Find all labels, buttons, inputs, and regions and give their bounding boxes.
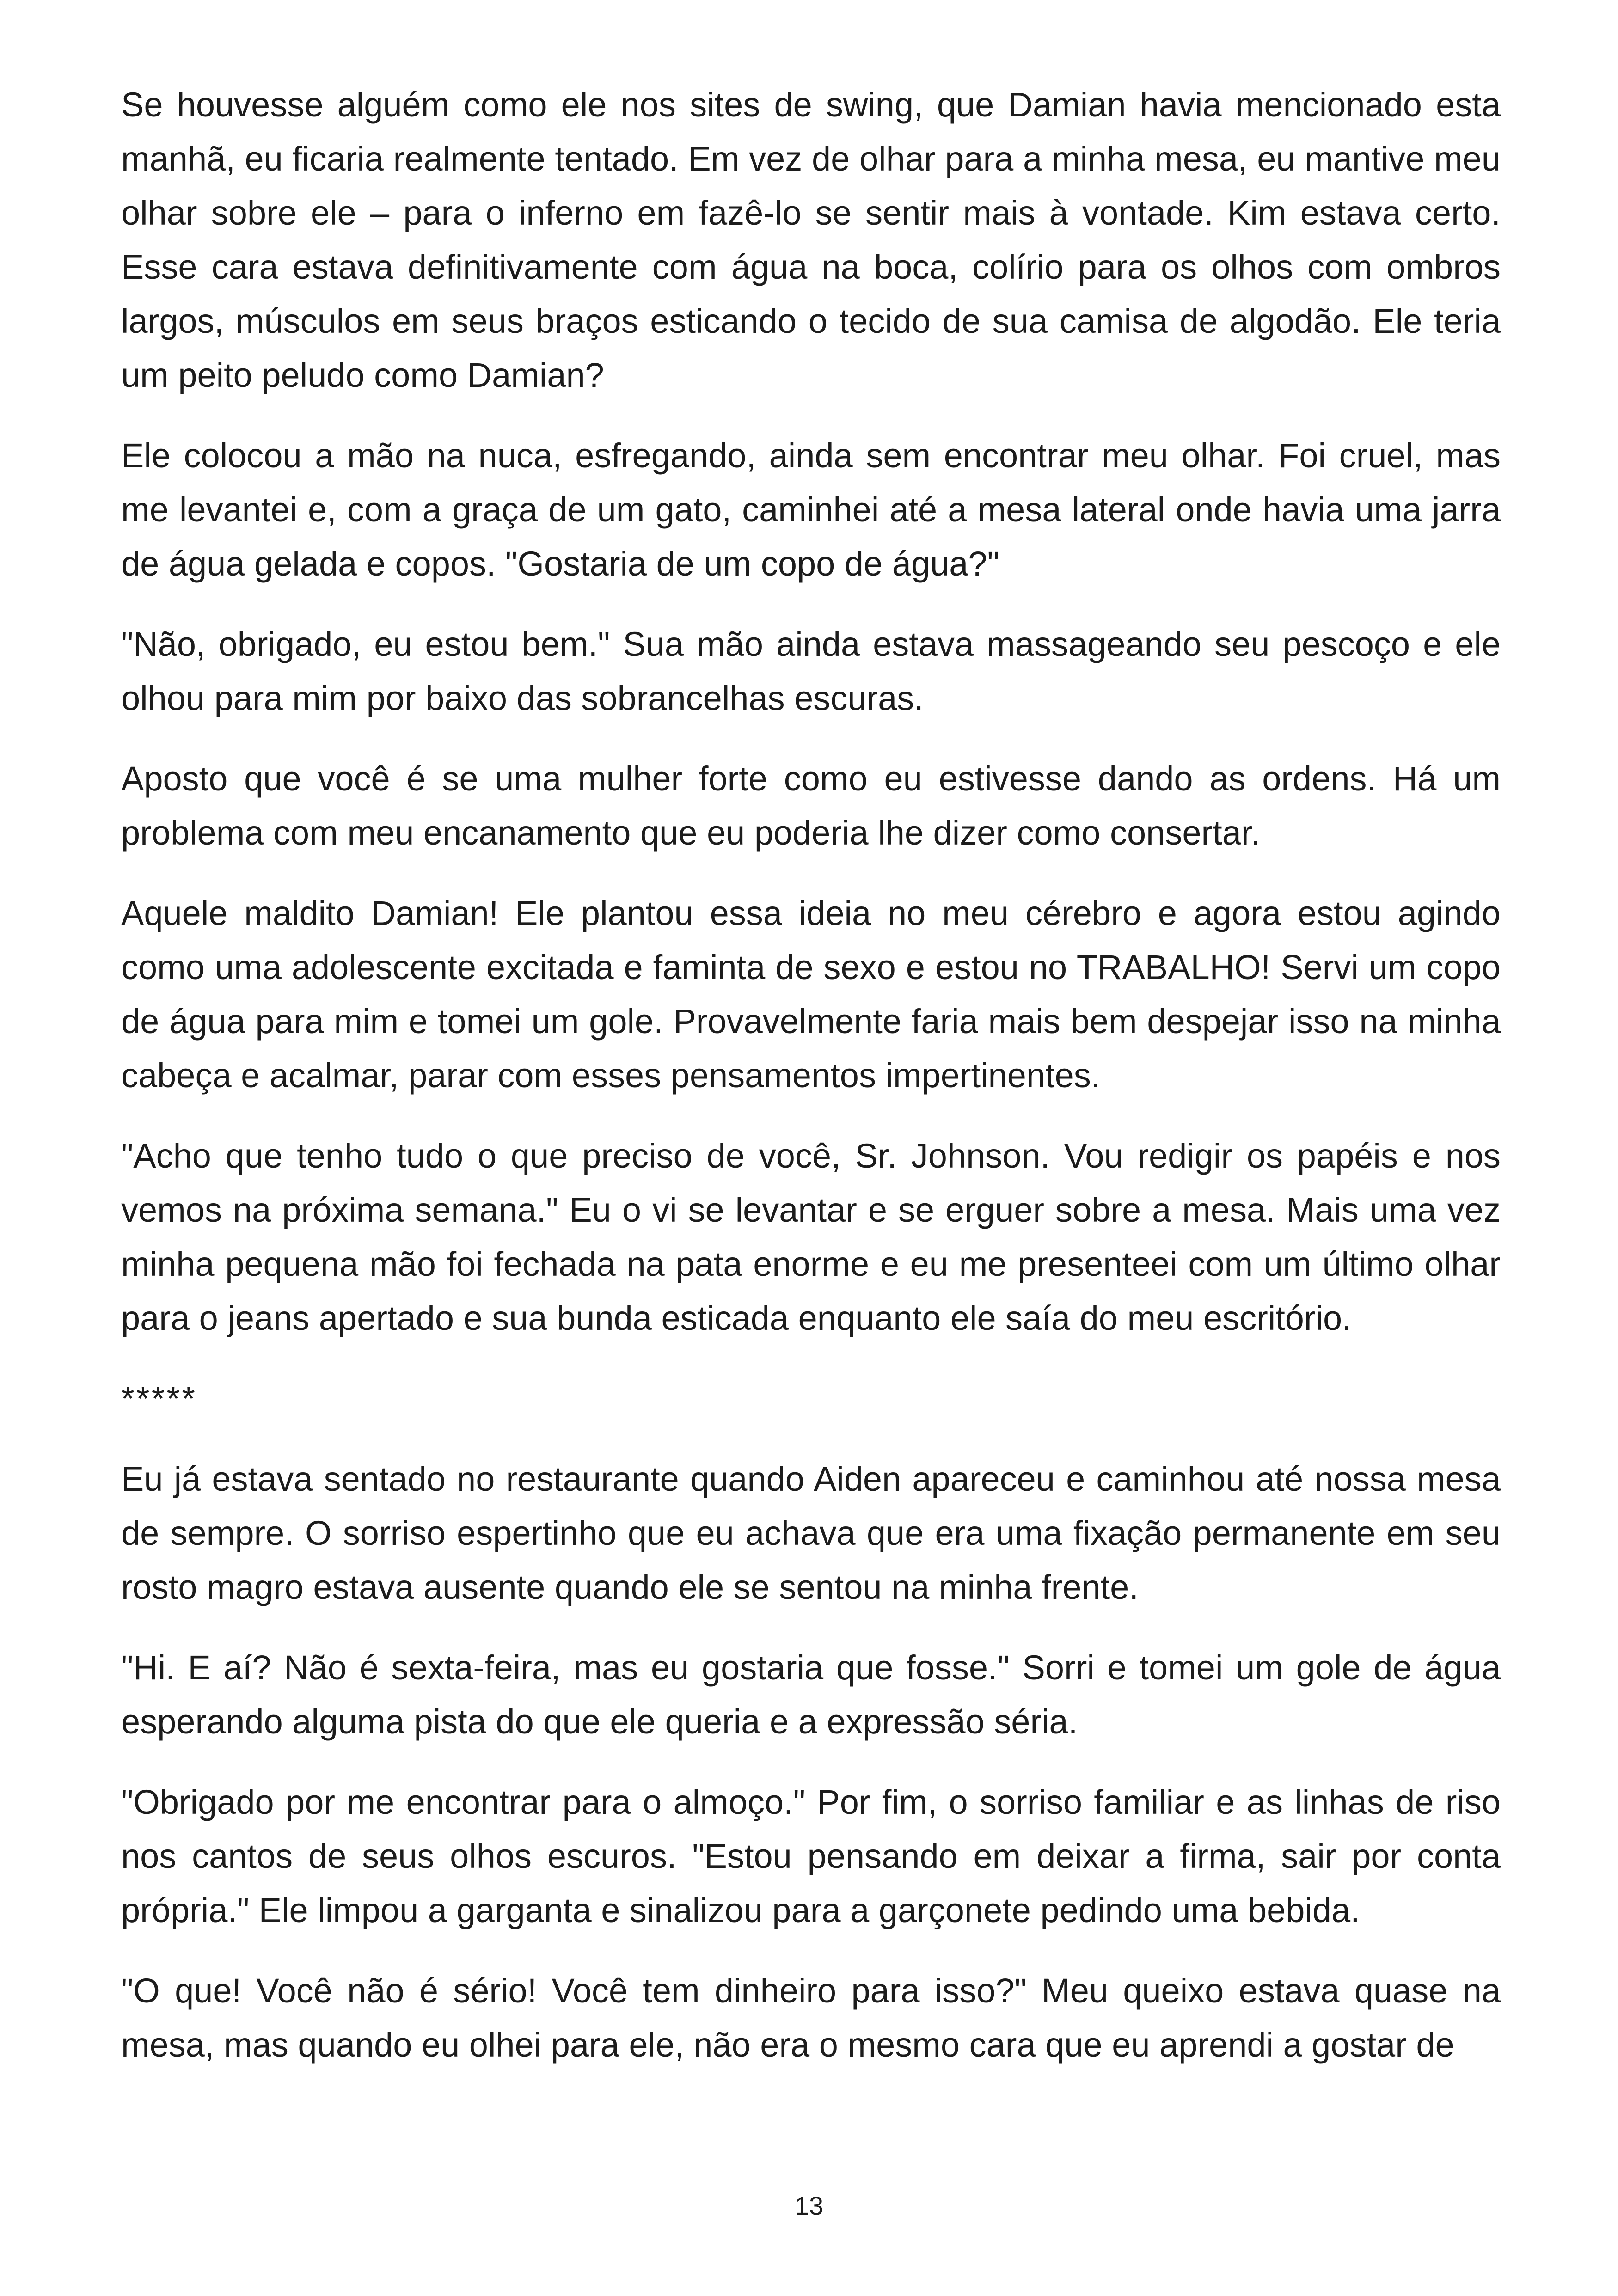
paragraph-3: "Não, obrigado, eu estou bem." Sua mão ainda estava massageando seu pescoço e ele olhou para mim por baixo das sobrancelhas escuras. [121,625,1501,717]
paragraph-8: "Hi. E aí? Não é sexta-feira, mas eu gostaria que fosse." Sorri e tomei um gole de água esperando alguma pista do que ele queria e a expressão séria. [121,1648,1501,1741]
scene-separator: ***** [121,1379,197,1418]
paragraph-2: Ele colocou a mão na nuca, esfregando, ainda sem encontrar meu olhar. Foi cruel, mas me levantei e, com a graça de um gato, caminhei até a mesa lateral onde havia uma jarra de água gelada e copos. "Gostaria de um copo de água?" [121,436,1501,583]
paragraph-6: "Acho que tenho tudo o que preciso de você, Sr. Johnson. Vou redigir os papéis e nos vemos na próxima semana." Eu o vi se levantar e se erguer sobre a mesa. Mais uma vez minha pequena mão foi fechada na pata enorme e eu me presenteei com um último olhar para o jeans apertado e sua bunda esticada enquanto ele saía do meu escritório. [121,1137,1501,1337]
paragraph-4: Aposto que você é se uma mulher forte como eu estivesse dando as ordens. Há um problema com meu encanamento que eu poderia lhe dizer como consertar. [121,759,1501,852]
paragraph-5: Aquele maldito Damian! Ele plantou essa ideia no meu cérebro e agora estou agindo como uma adolescente excitada e faminta de sexo e estou no TRABALHO! Servi um copo de água para mim e tomei um gole. Provavelmente faria mais bem despejar isso na minha cabeça e acalmar, parar com esses pensamentos impertinentes. [121,894,1501,1095]
paragraph-7: Eu já estava sentado no restaurante quando Aiden apareceu e caminhou até nossa mesa de sempre. O sorriso espertinho que eu achava que era uma fixação permanente em seu rosto magro estava ausente quando ele se sentou na minha frente. [121,1460,1501,1606]
body-text [121,78,1501,2098]
paragraph-10: "O que! Você não é sério! Você tem dinheiro para isso?" Meu queixo estava quase na mesa, mas quando eu olhei para ele, não era o mesmo cara que eu aprendi a gostar de [121,1971,1501,2064]
page-number: 13 [794,2191,824,2220]
paragraph-9: "Obrigado por me encontrar para o almoço." Por fim, o sorriso familiar e as linhas de riso nos cantos de seus olhos escuros. "Estou pensando em deixar a firma, sair por conta própria." Ele limpou a garganta e sinalizou para a garçonete pedindo uma bebida. [121,1783,1501,1929]
paragraph-1: Se houvesse alguém como ele nos sites de swing, que Damian havia mencionado esta manhã, eu ficaria realmente tentado. Em vez de olhar para a minha mesa, eu mantive meu olhar sobre ele – para o inferno em fazê-lo se sentir mais à vontade. Kim estava certo. Esse cara estava definitivamente com água na boca, colírio para os olhos com ombros largos, músculos em seus braços esticando o tecido de sua camisa de algodão. Ele teria um peito peludo como Damian? [121,86,1501,394]
